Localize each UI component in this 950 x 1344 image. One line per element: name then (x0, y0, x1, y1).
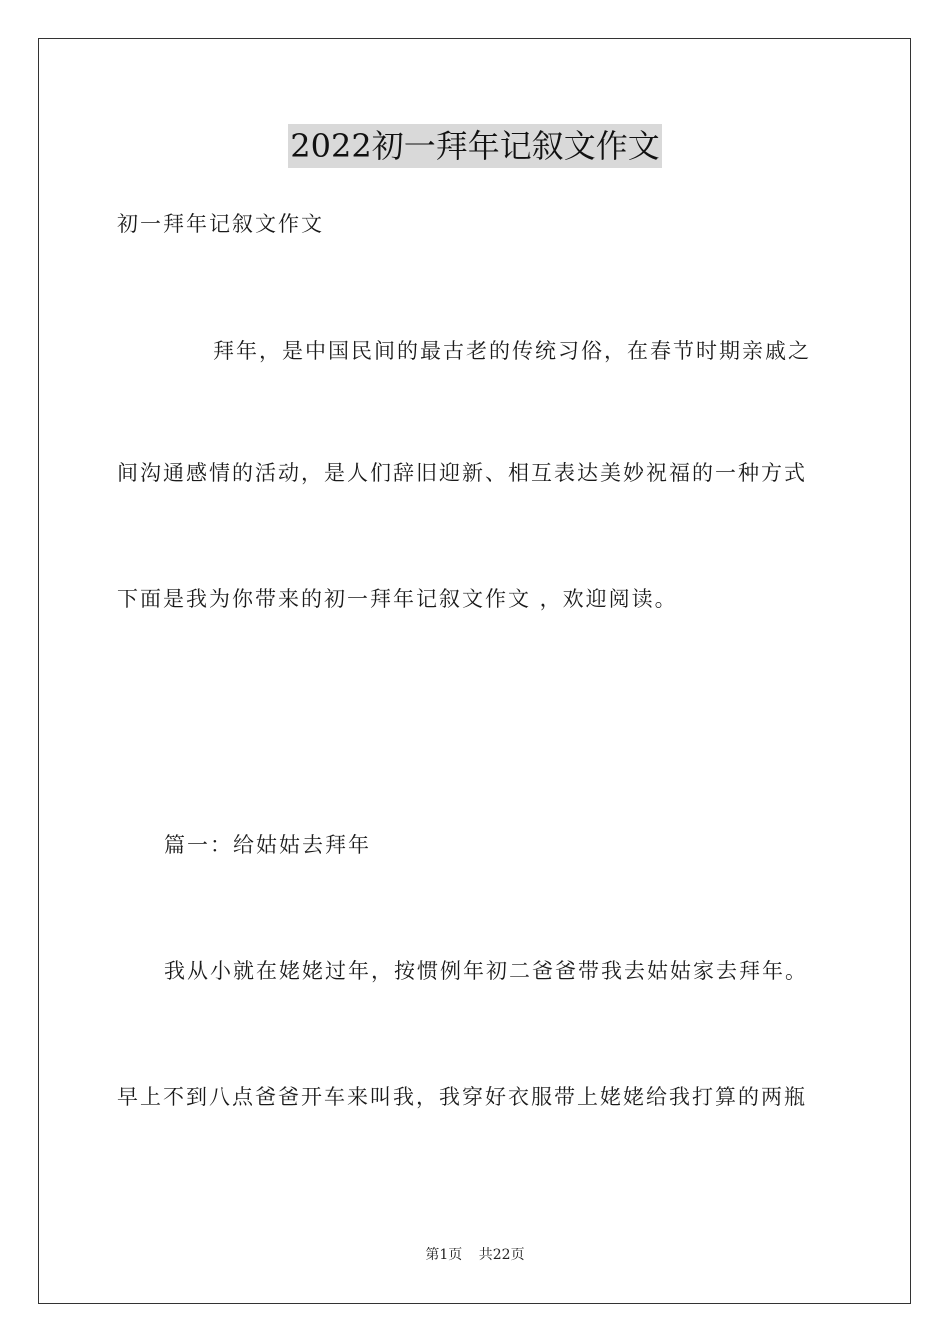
intro-line-1: 拜年，是中国民间的最古老的传统习俗，在春节时期亲戚之 (213, 339, 811, 363)
title-container (0, 124, 950, 168)
page-number: 第1页 (425, 1247, 463, 1263)
page-total: 共22页 (478, 1247, 525, 1263)
document-subtitle: 初一拜年记叙文作文 (117, 212, 324, 236)
body-line-1: 我从小就在姥姥过年，按惯例年初二爸爸带我去姑姑家去拜年。 (164, 959, 808, 983)
body-line-2: 早上不到八点爸爸开车来叫我，我穿好衣服带上姥姥给我打算的两瓶 (117, 1085, 807, 1109)
section-heading: 篇一：给姑姑去拜年 (164, 833, 371, 857)
intro-line-3: 下面是我为你带来的初一拜年记叙文作文 ，欢迎阅读。 (117, 587, 678, 611)
document-title: 2022初一拜年记叙文作文 (288, 124, 661, 168)
page-footer (0, 1245, 950, 1265)
intro-line-2: 间沟通感情的活动，是人们辞旧迎新、相互表达美妙祝福的一种方式 (117, 461, 807, 485)
